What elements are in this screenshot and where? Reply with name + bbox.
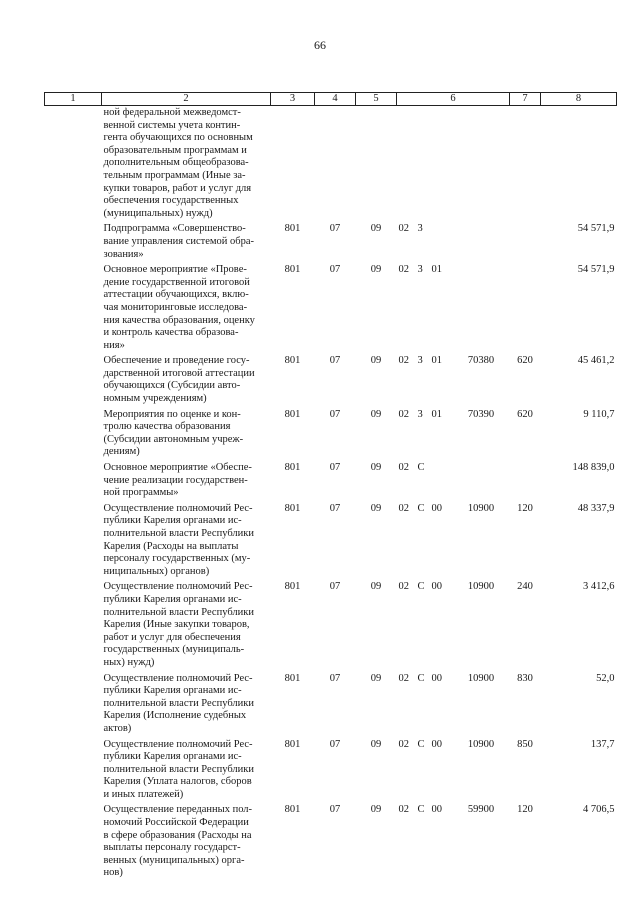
cell-description: Осуществление полномочий Рес- публики Карелия органами ис- полнительной власти Республики Карелия (Иные закупки товаров, работ и услуг для обеспечения государственных (муниципаль- ных) нужд) (103, 581, 254, 668)
cell-subsection (356, 106, 397, 223)
cell-direction-code: 59900 (467, 804, 495, 816)
cell-description: Осуществление полномочий Рес- публики Карелия органами ис- полнительной власти Республики Карелия (Исполнение судебных актов) (103, 672, 254, 734)
cell-activity-code (430, 461, 453, 502)
cell-direction-code (453, 106, 510, 223)
cell-description: ной федеральной межведомст- венной системы учета контин- гента обучающихся по основным образовательным программам и дополнительным общеобразова- тельным программам (Иные за- купки товаров, работ и услуг для обеспечения государственных (муниципальных) нужд) (103, 107, 253, 219)
cell-section: 07 (329, 223, 341, 235)
cell-amount (541, 106, 617, 223)
cell-blank (45, 672, 102, 738)
column-header-7: 7 (510, 93, 541, 106)
cell-blank (45, 502, 102, 581)
cell-ministry-code: 801 (284, 408, 301, 420)
cell-subsection: 09 (370, 264, 382, 276)
column-header-6: 6 (397, 93, 510, 106)
cell-section: 07 (329, 502, 341, 514)
cell-description: Подпрограмма «Совершенство- вание управления системой обра- зования» (103, 223, 255, 260)
cell-amount: 52,0 (596, 672, 615, 684)
cell-program-code: 02 (398, 581, 409, 593)
table-row (45, 263, 617, 354)
cell-amount: 137,7 (590, 738, 615, 750)
cell-blank (45, 461, 102, 502)
budget-table (44, 92, 617, 882)
table-row (45, 222, 617, 263)
cell-subsection: 09 (370, 738, 382, 750)
cell-amount: 9 110,7 (583, 408, 615, 420)
cell-expense-type: 620 (517, 408, 533, 420)
cell-expense-type: 830 (517, 672, 533, 684)
cell-expense-type: 240 (517, 581, 533, 593)
table-row (45, 461, 617, 502)
cell-activity-code: 00 (431, 672, 442, 684)
cell-subsection: 09 (370, 581, 382, 593)
cell-subsection: 09 (370, 502, 382, 514)
cell-description: Осуществление полномочий Рес- публики Карелия органами ис- полнительной власти Республики Карелия (Уплата налогов, сборов и иных платежей) (103, 738, 254, 800)
cell-ministry-code: 801 (284, 804, 301, 816)
cell-activity-code: 00 (431, 804, 442, 816)
cell-blank (45, 803, 102, 882)
cell-description: Осуществление переданных пол- номочий Российской Федерации в сфере образования (Расходы на выплаты персоналу государст- венных (муниципальных) орга- нов) (103, 804, 253, 879)
cell-ministry-code: 801 (284, 581, 301, 593)
table-row (45, 738, 617, 804)
cell-subsection: 09 (370, 355, 382, 367)
cell-subprogram-code: 3 (417, 355, 423, 367)
cell-amount: 3 412,6 (583, 581, 615, 593)
cell-subsection: 09 (370, 804, 382, 816)
cell-direction-code (453, 461, 510, 502)
cell-ministry-code: 801 (284, 462, 301, 474)
cell-section: 07 (329, 462, 341, 474)
column-header-2: 2 (102, 93, 271, 106)
cell-blank (45, 263, 102, 354)
cell-section: 07 (329, 264, 341, 276)
cell-direction-code (453, 222, 510, 263)
cell-program-code: 02 (398, 355, 409, 367)
cell-amount: 48 337,9 (577, 502, 615, 514)
cell-amount: 45 461,2 (577, 355, 615, 367)
cell-subprogram-code: С (417, 672, 425, 684)
cell-program-code: 02 (398, 804, 409, 816)
cell-activity-code: 01 (431, 264, 442, 276)
cell-ministry-code: 801 (284, 223, 301, 235)
cell-subprogram-code: 3 (417, 264, 423, 276)
cell-direction-code: 10900 (467, 502, 495, 514)
cell-activity-code: 00 (431, 502, 442, 514)
table-row (45, 106, 617, 223)
cell-program-code: 02 (398, 462, 409, 474)
cell-activity-code: 00 (431, 738, 442, 750)
cell-program-code: 02 (398, 223, 409, 235)
cell-ministry-code: 801 (284, 355, 301, 367)
cell-section: 07 (329, 581, 341, 593)
cell-description: Основное мероприятие «Прове- дение государственной итоговой аттестации обучающихся, вклю- чая мониторинговые исследова- ния качества образования, оценку и контроль качества образова- ния» (103, 264, 255, 351)
cell-description: Мероприятия по оценке и кон- тролю качества образования (Субсидии автономным учреж- дениям) (103, 408, 244, 458)
cell-ministry-code (271, 106, 315, 223)
cell-description: Основное мероприятие «Обеспе- чение реализации государствен- ной программы» (103, 462, 252, 499)
cell-subsection: 09 (370, 462, 382, 474)
cell-program-code: 02 (398, 738, 409, 750)
cell-expense-type (510, 461, 541, 502)
cell-section: 07 (329, 738, 341, 750)
table-header-row (45, 93, 617, 106)
cell-subprogram-code: С (417, 581, 425, 593)
cell-subsection: 09 (370, 408, 382, 420)
cell-program-code: 02 (398, 672, 409, 684)
table-row (45, 803, 617, 882)
cell-expense-type (510, 106, 541, 223)
cell-activity-code (430, 106, 453, 223)
cell-direction-code: 10900 (467, 581, 495, 593)
cell-expense-type: 850 (517, 738, 533, 750)
cell-subprogram-code: С (417, 738, 425, 750)
cell-program-code: 02 (398, 264, 409, 276)
cell-amount: 54 571,9 (577, 223, 615, 235)
cell-blank (45, 222, 102, 263)
cell-description: Осуществление полномочий Рес- публики Карелия органами ис- полнительной власти Республики Карелия (Расходы на выплаты персоналу государственных (му- ниципальных) органов) (103, 502, 254, 577)
cell-expense-type: 620 (517, 355, 533, 367)
cell-direction-code (453, 263, 510, 354)
cell-direction-code: 70380 (467, 355, 495, 367)
cell-activity-code: 01 (431, 408, 442, 420)
table-row (45, 502, 617, 581)
cell-expense-type (510, 263, 541, 354)
cell-subprogram-code (416, 106, 430, 223)
cell-ministry-code: 801 (284, 502, 301, 514)
cell-activity-code: 00 (431, 581, 442, 593)
column-header-1: 1 (45, 93, 102, 106)
cell-blank (45, 580, 102, 671)
cell-subprogram-code: С (417, 462, 425, 474)
cell-ministry-code: 801 (284, 264, 301, 276)
cell-subprogram-code: С (417, 502, 425, 514)
cell-program-code: 02 (398, 408, 409, 420)
cell-amount: 148 839,0 (572, 462, 615, 474)
table-row (45, 580, 617, 671)
cell-blank (45, 408, 102, 461)
cell-direction-code: 10900 (467, 672, 495, 684)
cell-subprogram-code: 3 (417, 408, 423, 420)
cell-amount: 4 706,5 (583, 804, 615, 816)
cell-blank (45, 106, 102, 223)
cell-subprogram-code: 3 (417, 223, 423, 235)
cell-description: Обеспечение и проведение госу- дарственной итоговой аттестации обучающихся (Субсидии авто- номным учреждениям) (103, 355, 255, 405)
cell-program-code (397, 106, 416, 223)
cell-expense-type: 120 (517, 502, 533, 514)
cell-expense-type (510, 222, 541, 263)
cell-direction-code: 70390 (467, 408, 495, 420)
cell-expense-type: 120 (517, 804, 533, 816)
cell-section (315, 106, 356, 223)
cell-ministry-code: 801 (284, 738, 301, 750)
column-header-3: 3 (271, 93, 315, 106)
cell-activity-code: 01 (431, 355, 442, 367)
cell-activity-code (430, 222, 453, 263)
cell-program-code: 02 (398, 502, 409, 514)
cell-blank (45, 354, 102, 407)
cell-section: 07 (329, 672, 341, 684)
cell-blank (45, 738, 102, 804)
cell-section: 07 (329, 355, 341, 367)
page-number: 66 (314, 38, 326, 52)
cell-ministry-code: 801 (284, 672, 301, 684)
cell-section: 07 (329, 804, 341, 816)
column-header-4: 4 (315, 93, 356, 106)
cell-subprogram-code: С (417, 804, 425, 816)
table-row (45, 354, 617, 407)
cell-amount: 54 571,9 (577, 264, 615, 276)
cell-section: 07 (329, 408, 341, 420)
table-body (45, 106, 617, 883)
column-header-5: 5 (356, 93, 397, 106)
table-row (45, 672, 617, 738)
cell-subsection: 09 (370, 672, 382, 684)
cell-subsection: 09 (370, 223, 382, 235)
table-row (45, 408, 617, 461)
cell-direction-code: 10900 (467, 738, 495, 750)
column-header-8: 8 (541, 93, 617, 106)
